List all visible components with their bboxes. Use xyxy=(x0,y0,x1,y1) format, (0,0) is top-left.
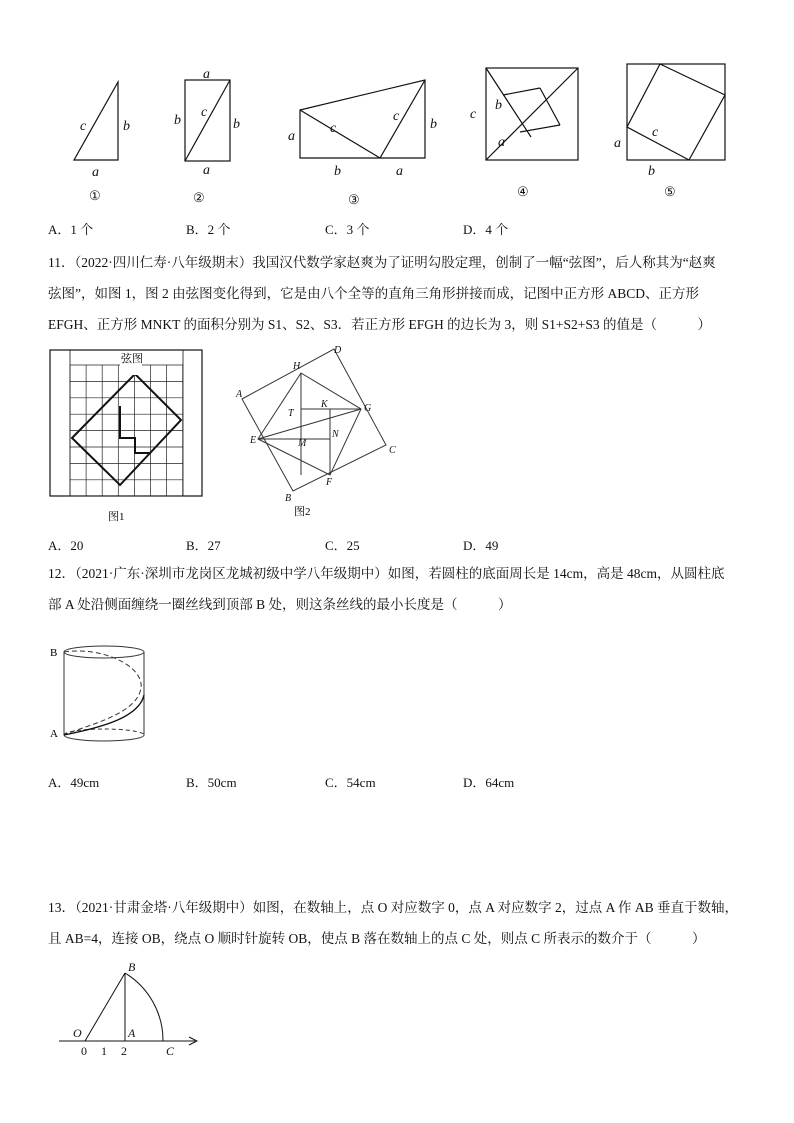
q11-fig2-square-abcd xyxy=(242,349,386,491)
fig3-label-c-right: c xyxy=(393,109,400,124)
q13-label-a: A xyxy=(128,1026,136,1040)
q12-string xyxy=(64,651,141,735)
fig5-label-a: a xyxy=(614,136,621,151)
q12-line1: 12．（2021·广东·深圳市龙岗区龙城初级中学八年级期中）如图，若圆柱的底面周长是 14cm，高是 48cm，从圆柱底 xyxy=(48,566,725,581)
fig1-label-a: a xyxy=(92,165,99,180)
q13-line1: 13．（2021·甘肃金塔·八年级期中）如图，在数轴上，点 O 对应数字 0，点 A 对应数字 2，过点 A 作 AB 垂直于数轴， xyxy=(48,900,739,915)
q11-option-b[interactable]: B．27 xyxy=(186,538,221,553)
fig3-label-c-left: c xyxy=(330,121,337,136)
q13-label-o: O xyxy=(73,1026,82,1040)
q11-line2: 弦图”，如图 1，图 2 由弦图变化得到，它是由八个全等的直角三角形拼接而成，记图中正方形 ABCD、正方形 xyxy=(48,286,699,301)
q13-label-b: B xyxy=(128,960,136,974)
q13-label-c: C xyxy=(166,1044,175,1058)
fig5-label-b: b xyxy=(648,164,655,179)
fig4-label-b: b xyxy=(495,98,502,113)
q13-tick-1: 1 xyxy=(101,1044,107,1058)
q12-option-c[interactable]: C．54cm xyxy=(325,775,376,790)
q10-option-c[interactable]: C．3 个 xyxy=(325,222,370,237)
q13-line2: 且 AB=4，连接 OB，绕点 O 顺时针旋转 OB，使点 B 落在数轴上的点 C 处，则点 C 所表示的数介于（ ） xyxy=(48,931,706,946)
fig3-label-a-bottom: a xyxy=(396,164,403,179)
fig2-number: ② xyxy=(193,190,205,205)
q11-line3: EFGH、正方形 MNKT 的面积分别为 S1、S2、S3．若正方形 EFGH 的边长为 3，则 S1+S2+S3 的值是（ ） xyxy=(48,317,712,332)
q11-fig2-label-h: H xyxy=(293,361,301,372)
fig3-trapezoid xyxy=(300,80,425,158)
q11-fig2-label-n: N xyxy=(332,429,339,440)
q11-fig1-square xyxy=(72,374,181,485)
q11-fig2-label-e: E xyxy=(250,435,257,446)
fig1-label-c: c xyxy=(80,119,87,134)
q11-fig2-label-m: M xyxy=(298,438,307,449)
q12-question xyxy=(48,558,748,620)
fig3-number: ③ xyxy=(348,192,360,205)
q11-fig1 xyxy=(40,345,215,525)
fig5-label-c: c xyxy=(652,125,659,140)
q11-fig2-label-t: T xyxy=(288,408,294,419)
q13-tick-2: 2 xyxy=(121,1044,127,1058)
q11-fig2 xyxy=(228,343,403,523)
fig4-label-c: c xyxy=(470,107,477,122)
fig4-label-a: a xyxy=(498,135,505,150)
q11-fig2-label-d: D xyxy=(334,345,342,356)
fig2-label-a-bottom: a xyxy=(203,163,210,178)
fig5-square xyxy=(627,64,725,160)
q11-fig2-label-a: A xyxy=(236,389,243,400)
q11-fig2-label-f: F xyxy=(326,477,333,488)
q12-option-b[interactable]: B．50cm xyxy=(186,775,237,790)
fig1-label-b: b xyxy=(123,119,130,134)
q11-fig2-label-c: C xyxy=(389,445,396,456)
q12-label-a: A xyxy=(50,728,58,740)
q11-fig1-title: 弦图 xyxy=(121,353,143,365)
fig3-label-b-bottom: b xyxy=(334,164,341,179)
q11-option-d[interactable]: D．49 xyxy=(463,538,499,553)
q11-fig2-caption: 图2 xyxy=(294,506,311,518)
fig4-number: ④ xyxy=(517,184,529,199)
q11-question xyxy=(48,247,748,340)
q11-fig2-label-k: K xyxy=(321,399,328,410)
fig5-number: ⑤ xyxy=(664,184,676,199)
fig2-label-b-right: b xyxy=(233,117,240,132)
fig2-label-a-top: a xyxy=(203,67,210,82)
q12-cylinder-figure xyxy=(44,640,154,750)
q10-figures xyxy=(0,55,794,205)
q12-option-a[interactable]: A．49cm xyxy=(48,775,100,790)
q13-number-line-figure xyxy=(55,955,215,1065)
q10-option-a[interactable]: A．1 个 xyxy=(48,222,94,237)
q11-line1: 11．（2022·四川仁寿·八年级期末）我国汉代数学家赵爽为了证明勾股定理，创制了一幅“弦图”，后人称其为“赵爽 xyxy=(48,255,716,270)
q11-fig2-label-g: G xyxy=(364,403,372,414)
q11-option-c[interactable]: C．25 xyxy=(325,538,360,553)
q13-tick-0: 0 xyxy=(81,1044,87,1058)
fig1-number: ① xyxy=(89,188,101,203)
fig3-label-a-left: a xyxy=(288,129,295,144)
fig2-label-c: c xyxy=(201,105,208,120)
q12-option-d[interactable]: D．64cm xyxy=(463,775,515,790)
q13-question xyxy=(48,892,748,954)
q10-option-b[interactable]: B．2 个 xyxy=(186,222,231,237)
fig2-label-b-left: b xyxy=(174,113,181,128)
q12-line2: 部 A 处沿侧面缠绕一圈丝线到顶部 B 处，则这条丝线的最小长度是（ ） xyxy=(48,597,512,612)
q12-label-b: B xyxy=(50,647,58,659)
q11-fig1-caption: 图1 xyxy=(108,511,125,523)
q10-option-d[interactable]: D．4 个 xyxy=(463,222,509,237)
q11-fig2-label-b: B xyxy=(285,493,292,504)
q11-option-a[interactable]: A．20 xyxy=(48,538,84,553)
fig3-label-b-right: b xyxy=(430,117,437,132)
